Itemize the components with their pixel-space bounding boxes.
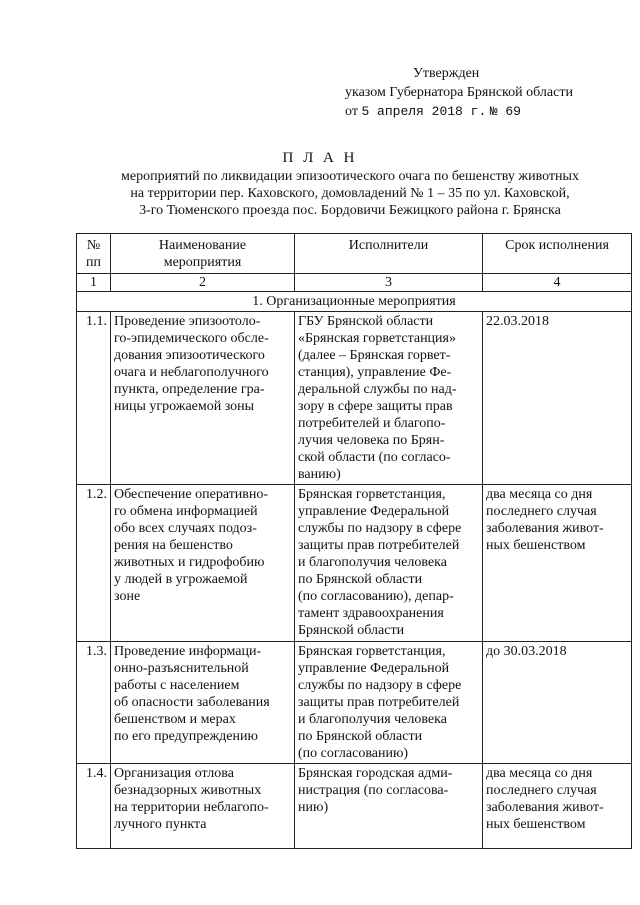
table-row: [77, 764, 632, 849]
row-number: 1.2.: [77, 485, 111, 642]
approval-date-line: [345, 102, 573, 121]
section-title: 1. Организационные мероприятия: [77, 292, 632, 312]
subtitle-line-1: мероприятий по ликвидации эпизоотического очага по бешенству животных: [121, 169, 579, 184]
row-deadline: до 30.03.2018: [483, 642, 632, 764]
table-row: [77, 485, 632, 642]
index-cell-1: 1: [77, 274, 111, 292]
row-number: 1.3.: [77, 642, 111, 764]
approval-number: № 69: [489, 104, 521, 119]
index-cell-3: 3: [295, 274, 483, 292]
row-executors: Брянская городская адми- нистрация (по согласова- нию): [295, 764, 483, 849]
row-executors: ГБУ Брянской области «Брянская горветстанция» (далее – Брянская горвет- станция), управление Фе- деральной службы по над- зору в сфере защиты прав потребителей и благопо- лучия человека по Брян- ской области (по согласо- ванию): [295, 312, 483, 485]
row-activity: Организация отлова безнадзорных животных на территории неблагопо- лучного пункта: [111, 764, 295, 849]
index-cell-2: 2: [111, 274, 295, 292]
row-deadline: 22.03.2018: [483, 312, 632, 485]
row-number: 1.1.: [77, 312, 111, 485]
plan-table: [76, 233, 632, 849]
row-activity: Обеспечение оперативно- го обмена информацией обо всех случаях подоз- рения на бешенство животных и гидрофобию у людей в угрожаемой зоне: [111, 485, 295, 642]
row-deadline: два месяца со дня последнего случая заболевания живот- ных бешенством: [483, 485, 632, 642]
document-subtitle: [60, 168, 640, 219]
header-number: № пп: [77, 234, 111, 274]
row-executors: Брянская горветстанция, управление Федеральной службы по надзору в сфере защиты прав потребителей и благополучия человека по Брянской области (по согласованию), депар- тамент здравоохранения Брянской области: [295, 485, 483, 642]
approval-decree: указом Губернатора Брянской области: [345, 85, 573, 100]
row-activity: Проведение информаци- онно-разъяснительной работы с населением об опасности заболевания бешенством и мерах по его предупреждению: [111, 642, 295, 764]
header-deadline: Срок исполнения: [483, 234, 632, 274]
approval-date: 5 апреля 2018 г.: [361, 104, 487, 119]
row-activity: Проведение эпизоотоло- го-эпидемического обсле- дования эпизоотического очага и неблагополучного пункта, определение гра- ницы угрожаемой зоны: [111, 312, 295, 485]
row-executors: Брянская горветстанция, управление Федеральной службы по надзору в сфере защиты прав потребителей и благополучия человека по Брянской области (по согласованию): [295, 642, 483, 764]
header-executors: Исполнители: [295, 234, 483, 274]
row-deadline: два месяца со дня последнего случая заболевания живот- ных бешенством: [483, 764, 632, 849]
header-activity: Наименование мероприятия: [111, 234, 295, 274]
document-title: П Л А Н: [282, 150, 358, 166]
approval-date-prefix: от: [345, 104, 362, 119]
subtitle-line-2: на территории пер. Каховского, домовладений № 1 – 35 по ул. Каховской,: [130, 186, 570, 201]
table-section-row: [77, 292, 632, 312]
row-number: 1.4.: [77, 764, 111, 849]
table-row: [77, 312, 632, 485]
approval-approved: Утвержден: [413, 66, 480, 81]
subtitle-line-3: 3-го Тюменского проезда пос. Бордовичи Бежицкого района г. Брянска: [139, 203, 561, 218]
table-row: [77, 642, 632, 764]
approval-stamp: [345, 64, 573, 121]
index-cell-4: 4: [483, 274, 632, 292]
table-index-row: [77, 274, 632, 292]
table-header-row: [77, 234, 632, 274]
